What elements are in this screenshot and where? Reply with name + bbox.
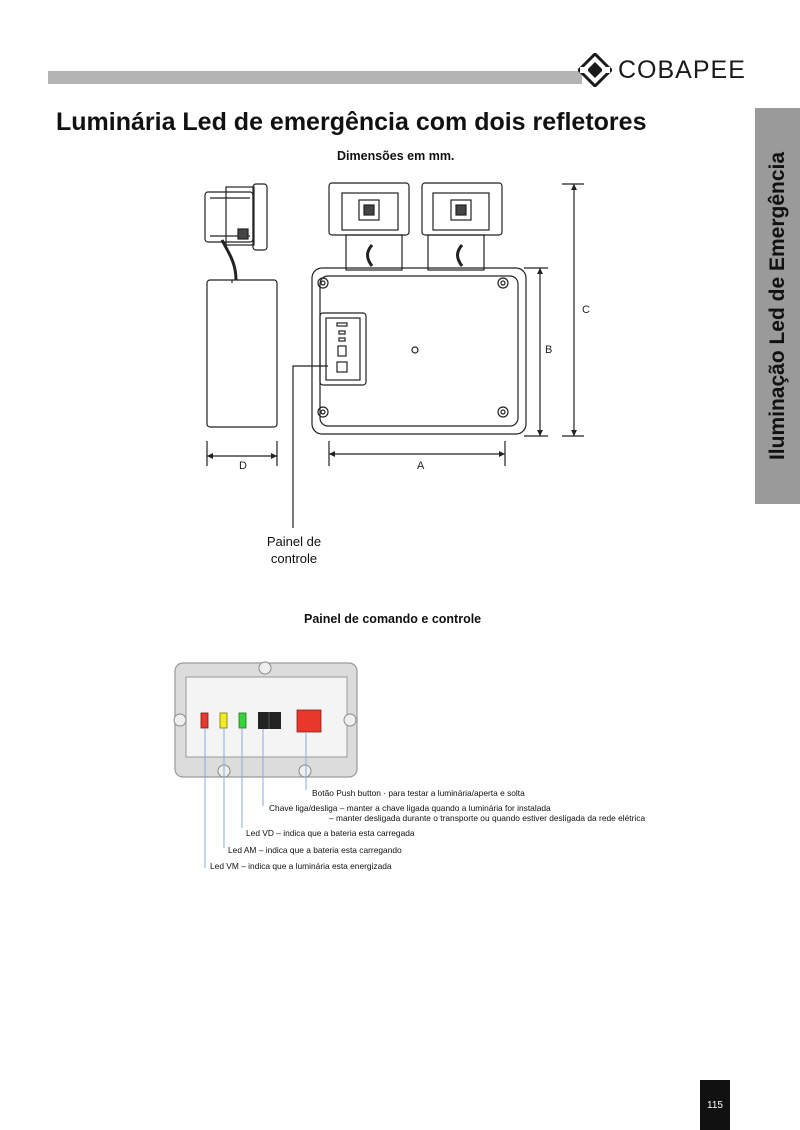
- front-reflector-right: [422, 183, 502, 270]
- dimensions-title: Dimensões em mm.: [337, 149, 455, 163]
- note-led-vd: Led VD – indica que a bateria esta carregada: [246, 828, 415, 838]
- dimension-c-label: C: [582, 304, 590, 316]
- note-led-vm: Led VM – indica que a luminária esta energizada: [210, 861, 392, 871]
- brand-name: COBAPEE: [618, 55, 746, 84]
- note-led-am: Led AM – indica que a bateria esta carregando: [228, 845, 402, 855]
- callout-line-1: Painel de: [266, 534, 322, 549]
- control-panel-detail: [0, 640, 800, 880]
- note-switch-2: – manter desligada durante o transporte ou quando estiver desligada da rede elétrica: [329, 813, 646, 823]
- page-title: Luminária Led de emergência com dois refletores: [56, 108, 647, 136]
- front-reflector-left: [329, 183, 409, 270]
- side-view-reflector: [205, 184, 267, 280]
- dimension-d-label: D: [239, 460, 247, 472]
- led-am: [220, 713, 227, 728]
- dimension-b-label: B: [545, 344, 553, 356]
- page-number: 115: [700, 1080, 730, 1130]
- dimension-a-label: A: [417, 460, 425, 472]
- note-switch-1: Chave liga/desliga – manter a chave ligada quando a luminária for instalada: [269, 803, 551, 813]
- panel-section-title: Painel de comando e controle: [304, 612, 482, 626]
- push-button[interactable]: [297, 710, 321, 732]
- led-vd: [239, 713, 246, 728]
- control-panel-callout-line: [293, 366, 328, 528]
- side-tab-label: Iluminação Led de Emergência: [765, 151, 789, 461]
- note-push-button: Botão Push button · para testar a luminária/aperta e solta: [312, 788, 525, 798]
- callout-line-2: controle: [270, 551, 318, 566]
- control-panel-callout: [254, 533, 334, 567]
- side-view-body: [207, 280, 277, 427]
- front-control-panel: [320, 313, 366, 385]
- led-vm: [201, 713, 208, 728]
- front-view-body: [312, 268, 526, 434]
